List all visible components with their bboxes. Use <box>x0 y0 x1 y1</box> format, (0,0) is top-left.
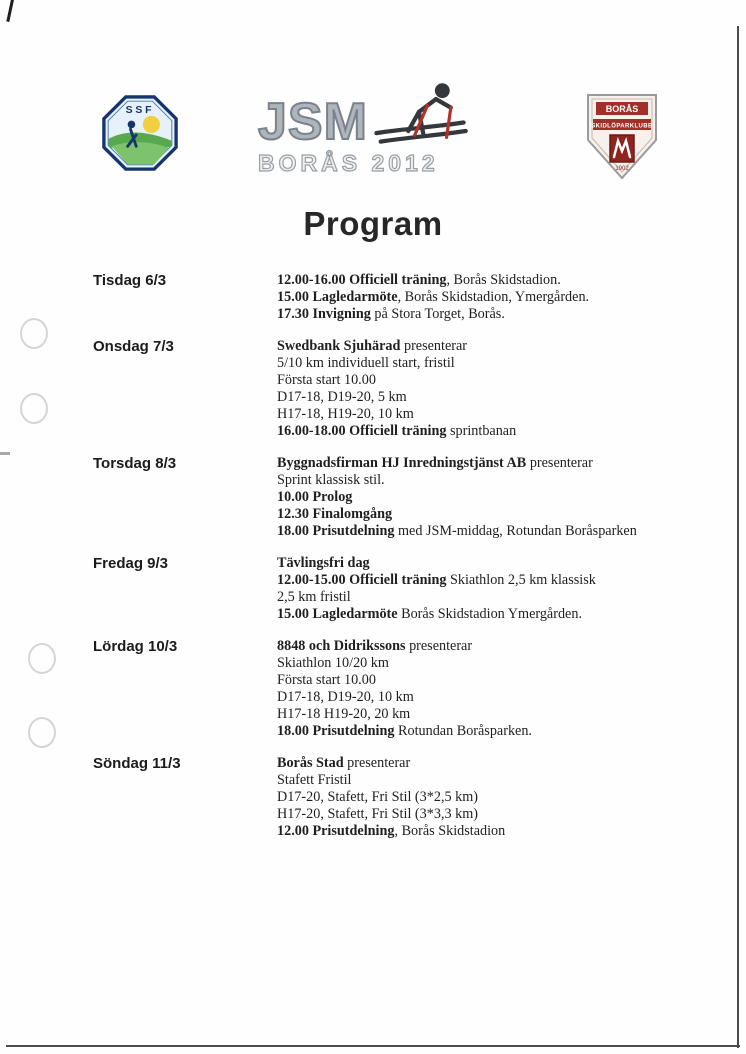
schedule-line <box>277 589 673 606</box>
club-logo-year-text: 1902 <box>615 166 629 172</box>
schedule-text-bold: 15.00 Lagledarmöte <box>277 606 398 622</box>
schedule-text-bold: 12.00 Prisutdelning <box>277 823 395 839</box>
schedule-text: med JSM-middag, Rotundan Boråsparken <box>394 523 637 539</box>
schedule-line <box>277 338 673 355</box>
schedule-line <box>277 555 673 572</box>
schedule-text: Sprint klassisk stil. <box>277 472 385 488</box>
schedule-text: på Stora Torget, Borås. <box>370 306 505 322</box>
schedule-row <box>93 555 673 623</box>
schedule-line <box>277 272 673 289</box>
schedule-details <box>277 338 673 440</box>
schedule-text-bold: Byggnadsfirman HJ Inredningstjänst AB <box>277 455 527 471</box>
schedule-line <box>277 672 673 689</box>
schedule-text-bold: 10.00 Prolog <box>277 489 353 505</box>
schedule-day: Fredag 9/3 <box>93 555 169 572</box>
schedule-text-bold: 15.00 Lagledarmöte <box>277 289 398 305</box>
skier-icon <box>372 80 468 148</box>
schedule-row <box>93 638 673 740</box>
schedule-text-bold: Swedbank Sjuhärad <box>277 338 401 354</box>
schedule-line <box>277 423 673 440</box>
schedule-text: presenterar <box>343 755 411 771</box>
schedule-day: Torsdag 8/3 <box>93 455 177 472</box>
schedule-text: Borås Skidstadion Ymergården. <box>397 606 582 622</box>
schedule-line <box>277 723 673 740</box>
hole-punch <box>20 393 48 424</box>
schedule-text: H17-18, H19-20, 10 km <box>277 406 414 422</box>
schedule-line <box>277 706 673 723</box>
schedule-text: D17-18, D19-20, 10 km <box>277 689 414 705</box>
schedule-line <box>277 506 673 523</box>
jsm-logo-subtext: BORÅS 2012 <box>258 150 439 176</box>
schedule-details <box>277 555 673 623</box>
schedule-text: presenterar <box>526 455 593 471</box>
schedule-line <box>277 572 673 589</box>
page-title: Program <box>303 205 443 242</box>
jsm-logo-text: JSM <box>258 93 368 151</box>
schedule-text: Rotundan Boråsparken. <box>394 723 532 739</box>
schedule-text-bold: 12.00-16.00 Officiell träning <box>277 272 447 288</box>
scan-mark-top-left <box>6 0 14 22</box>
ssf-logo <box>102 94 178 177</box>
schedule-line <box>277 455 673 472</box>
schedule-row <box>93 338 673 440</box>
schedule-details <box>277 455 673 540</box>
schedule-details <box>277 755 673 840</box>
schedule-text: presenterar <box>405 638 473 654</box>
schedule-row <box>93 755 673 840</box>
jsm-boras-2012-logo <box>258 93 498 188</box>
schedule-text: Första start 10.00 <box>277 372 376 388</box>
schedule-text-bold: 16.00-18.00 Officiell träning <box>277 423 447 439</box>
ssf-octagon-icon <box>102 94 178 172</box>
schedule-day: Onsdag 7/3 <box>93 338 174 355</box>
scan-edge-right <box>737 26 739 1048</box>
schedule-text: D17-18, D19-20, 5 km <box>277 389 407 405</box>
schedule-line <box>277 306 673 323</box>
schedule-line <box>277 655 673 672</box>
schedule-text-bold: 12.30 Finalomgång <box>277 506 393 522</box>
ssf-logo-text: SSF <box>125 105 155 117</box>
schedule-text: H17-20, Stafett, Fri Stil (3*3,3 km) <box>277 806 478 822</box>
schedule-text: , Borås Skidstadion. <box>446 272 561 288</box>
schedule-day: Lördag 10/3 <box>93 638 178 655</box>
schedule-text-bold: 18.00 Prisutdelning <box>277 523 395 539</box>
schedule-details <box>277 272 673 323</box>
hole-punch <box>28 717 56 748</box>
schedule-day: Söndag 11/3 <box>93 755 181 772</box>
schedule-line <box>277 523 673 540</box>
schedule-text: , Borås Skidstadion, Ymergården. <box>397 289 590 305</box>
schedule-line <box>277 789 673 806</box>
schedule-line <box>277 823 673 840</box>
schedule-line <box>277 638 673 655</box>
scan-edge-bottom <box>6 1045 740 1047</box>
schedule-text: 2,5 km fristil <box>277 589 351 605</box>
hole-punch <box>20 318 48 349</box>
schedule-line <box>277 355 673 372</box>
schedule-text: sprintbanan <box>446 423 517 439</box>
schedule-line <box>277 289 673 306</box>
schedule-line <box>277 372 673 389</box>
schedule-text-bold: Borås Stad <box>277 755 344 771</box>
boras-skidloparklubb-logo <box>584 90 660 187</box>
schedule-text: H17-18 H19-20, 20 km <box>277 706 411 722</box>
schedule-line <box>277 489 673 506</box>
schedule-text-bold: 17.30 Invigning <box>277 306 371 322</box>
schedule-text: D17-20, Stafett, Fri Stil (3*2,5 km) <box>277 789 478 805</box>
schedule-text: , Borås Skidstadion <box>394 823 506 839</box>
schedule-line <box>277 755 673 772</box>
schedule-details <box>277 638 673 740</box>
schedule-line <box>277 806 673 823</box>
schedule-text: Skiathlon 10/20 km <box>277 655 389 671</box>
schedule-row <box>93 455 673 540</box>
schedule-line <box>277 472 673 489</box>
club-logo-top-text: BORÅS <box>605 104 639 114</box>
hole-punch <box>28 643 56 674</box>
schedule-text: Första start 10.00 <box>277 672 376 688</box>
schedule-text: 5/10 km individuell start, fristil <box>277 355 455 371</box>
schedule-line <box>277 406 673 423</box>
schedule-text: Stafett Fristil <box>277 772 352 788</box>
schedule <box>93 272 673 855</box>
club-shield-icon <box>584 90 660 182</box>
schedule-text: Skiathlon 2,5 km klassisk <box>446 572 596 588</box>
schedule-text-bold: 8848 och Didrikssons <box>277 638 406 654</box>
schedule-line <box>277 689 673 706</box>
schedule-line <box>277 389 673 406</box>
schedule-text-bold: 12.00-15.00 Officiell träning <box>277 572 447 588</box>
schedule-text: presenterar <box>400 338 467 354</box>
scan-mark-left <box>0 452 10 455</box>
schedule-text-bold: 18.00 Prisutdelning <box>277 723 395 739</box>
schedule-line <box>277 772 673 789</box>
club-logo-band-text: SKIDLÖPARKLUBB <box>591 123 653 130</box>
schedule-row <box>93 272 673 323</box>
jsm-logo-main <box>258 93 498 152</box>
schedule-day: Tisdag 6/3 <box>93 272 167 289</box>
schedule-line <box>277 606 673 623</box>
schedule-text-bold: Tävlingsfri dag <box>277 555 370 571</box>
